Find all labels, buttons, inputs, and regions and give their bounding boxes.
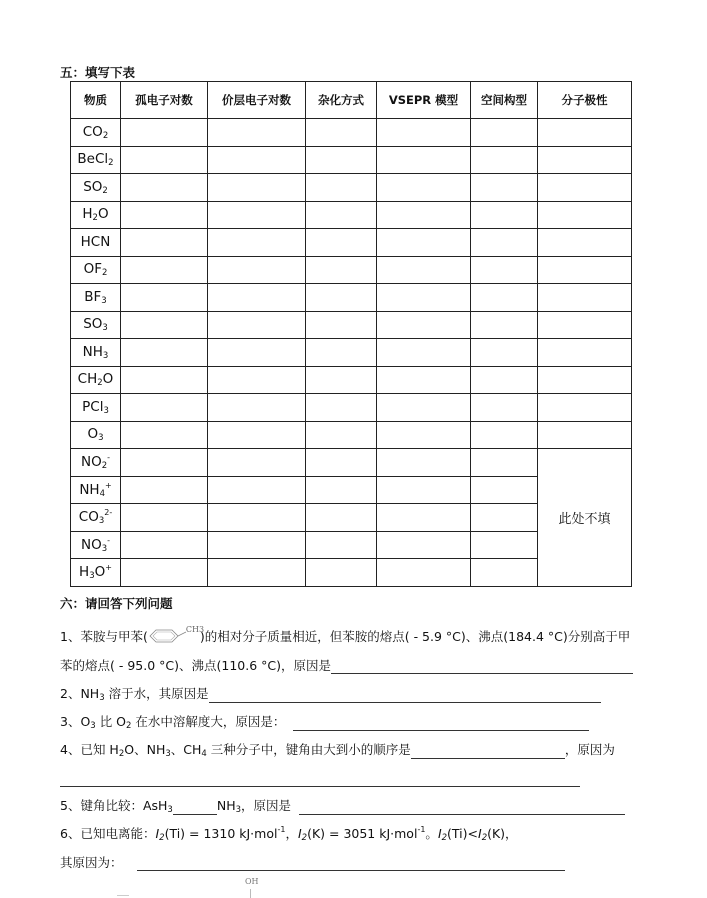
answer-cell[interactable] (208, 504, 306, 532)
answer-cell[interactable] (471, 339, 538, 367)
answer-cell[interactable] (121, 256, 208, 284)
answer-cell[interactable] (121, 559, 208, 587)
answer-cell[interactable] (208, 201, 306, 229)
answer-cell[interactable] (471, 146, 538, 174)
phenol-oh-label: OH (245, 877, 259, 886)
answer-cell[interactable] (306, 559, 377, 587)
answer-cell[interactable] (377, 311, 471, 339)
answer-cell[interactable] (538, 119, 632, 147)
question-2 (60, 684, 601, 703)
formula-base: PCl (82, 398, 104, 415)
formula-subscript: 2 (102, 185, 108, 196)
question-4-line-2 (60, 768, 580, 787)
formula-charge: + (105, 563, 112, 573)
q6-i-3: I (437, 826, 442, 841)
q2-answer-blank[interactable] (209, 690, 601, 703)
ch3-label: CH3 (185, 624, 205, 634)
q2-text-a: 2、NH (60, 686, 100, 701)
answer-cell[interactable] (121, 531, 208, 559)
answer-cell[interactable] (377, 476, 471, 504)
q1-text-a: 1、苯胺与甲苯( (60, 629, 148, 644)
q6-text-c: ， (285, 826, 298, 841)
q6-reason-blank[interactable] (137, 858, 565, 871)
q4-sub-b: 3 (165, 749, 171, 759)
answer-cell[interactable] (306, 284, 377, 312)
answer-cell[interactable] (377, 531, 471, 559)
q6-i-4: I (478, 826, 482, 841)
answer-cell[interactable] (538, 366, 632, 394)
answer-cell[interactable] (121, 476, 208, 504)
table-row (71, 146, 632, 174)
formula-base: BF (84, 288, 102, 305)
answer-cell[interactable] (208, 119, 306, 147)
answer-cell[interactable] (471, 559, 538, 587)
answer-cell[interactable] (306, 394, 377, 422)
table-row (71, 366, 632, 394)
answer-cell[interactable] (377, 559, 471, 587)
header-geometry: 空间构型 (471, 82, 538, 119)
q6-text-g: (K)， (487, 826, 518, 841)
q5-sub-a: 3 (167, 805, 173, 815)
answer-cell[interactable] (377, 394, 471, 422)
q3-answer-blank[interactable] (293, 718, 589, 731)
answer-cell[interactable] (208, 421, 306, 449)
q6-text-d: (K) = 3051 kJ·mol (307, 826, 418, 841)
q6-text-b: (Ti) = 1310 kJ·mol (164, 826, 278, 841)
formula-charge: - (107, 535, 111, 545)
answer-cell[interactable] (471, 366, 538, 394)
question-6-line-2 (60, 853, 565, 871)
answer-cell[interactable] (471, 119, 538, 147)
substance-cell (71, 366, 121, 394)
answer-cell[interactable] (121, 421, 208, 449)
answer-cell[interactable] (538, 421, 632, 449)
formula-subscript: 2 (101, 268, 108, 279)
q6-i-2: I (297, 826, 302, 841)
not-applicable-cell: 此处不填 (538, 449, 632, 587)
answer-cell[interactable] (306, 339, 377, 367)
formula-base: NH (82, 343, 103, 360)
section-6-title: 六：请回答下列问题 (60, 596, 173, 611)
formula-base: CO (78, 509, 99, 526)
substance-cell (71, 256, 121, 284)
answer-cell[interactable] (471, 476, 538, 504)
answer-cell[interactable] (471, 256, 538, 284)
formula-subscript: 3 (101, 295, 107, 306)
header-lone-pairs: 孤电子对数 (121, 82, 208, 119)
q6-i-1: I (155, 826, 160, 841)
q4-sub-c: 4 (201, 749, 207, 759)
answer-cell[interactable] (121, 119, 208, 147)
formula-subscript: 2 (102, 130, 109, 141)
answer-cell[interactable] (377, 339, 471, 367)
q4-text-e: ，原因为 (564, 742, 615, 757)
table-row (71, 311, 632, 339)
question-1-line-1 (60, 624, 631, 645)
substance-cell (71, 229, 121, 257)
answer-cell[interactable] (208, 476, 306, 504)
substance-cell (71, 174, 121, 202)
answer-cell[interactable] (208, 339, 306, 367)
q6-isub-4: 2 (481, 833, 488, 843)
q4-reason-blank[interactable] (60, 774, 580, 787)
q6-text-a: 6、已知电离能： (60, 826, 156, 841)
answer-cell[interactable] (538, 201, 632, 229)
formula-base: CO (82, 123, 103, 140)
formula-subscript: 3 (102, 323, 108, 334)
formula-base: NO (80, 454, 102, 471)
answer-cell[interactable] (208, 284, 306, 312)
q1-answer-blank[interactable] (331, 661, 633, 674)
q5-reason-blank[interactable] (299, 802, 625, 815)
table-row (71, 119, 632, 147)
formula-base: SO (83, 178, 103, 195)
answer-cell[interactable] (306, 201, 377, 229)
table-row (71, 339, 632, 367)
substance-cell (71, 504, 121, 532)
formula-subscript: 3 (89, 571, 95, 582)
answer-cell[interactable] (208, 449, 306, 477)
answer-cell[interactable] (208, 146, 306, 174)
formula-subscript: 2 (108, 158, 114, 169)
formula-tail: O (94, 564, 106, 581)
answer-cell[interactable] (121, 311, 208, 339)
answer-cell[interactable] (538, 256, 632, 284)
q6-exp-2: -1 (417, 825, 426, 834)
formula-base: H (79, 564, 90, 581)
answer-cell[interactable] (306, 421, 377, 449)
answer-cell[interactable] (306, 119, 377, 147)
table-row (71, 394, 632, 422)
formula-charge: + (104, 480, 112, 490)
substance-cell (71, 531, 121, 559)
q3-text-b: 比 O (95, 714, 127, 729)
q5-sub-b: 3 (235, 805, 242, 815)
q4-text-d: 三种分子中，键角由大到小的顺序是 (206, 742, 411, 757)
formula-base: CH (77, 371, 98, 388)
answer-cell[interactable] (306, 476, 377, 504)
q6-isub-3: 2 (441, 833, 448, 843)
answer-cell[interactable] (471, 394, 538, 422)
formula-base: NO (80, 536, 102, 553)
question-3 (60, 712, 589, 731)
answer-cell[interactable] (121, 449, 208, 477)
substance-cell (71, 476, 121, 504)
table-row (71, 449, 632, 477)
formula-charge: - (107, 453, 111, 463)
header-vsepr-model: VSEPR 模型 (377, 82, 471, 119)
answer-cell[interactable] (377, 449, 471, 477)
q4-text-a: 4、已知 H (60, 742, 119, 757)
formula-subscript: 3 (98, 433, 104, 444)
formula-base: SO (83, 316, 103, 333)
answer-cell[interactable] (377, 174, 471, 202)
q5-text-a: 5、键角比较：AsH (60, 798, 168, 813)
answer-cell[interactable] (377, 366, 471, 394)
q1-text-c: 苯的熔点( - 95.0 °C)、沸点(110.6 °C)，原因是 (60, 658, 331, 673)
table-header-row (71, 82, 632, 119)
substance-cell (71, 339, 121, 367)
answer-cell[interactable] (471, 311, 538, 339)
answer-cell[interactable] (121, 339, 208, 367)
formula-subscript: 2 (101, 461, 108, 472)
answer-cell[interactable] (121, 229, 208, 257)
answer-cell[interactable] (471, 421, 538, 449)
formula-base: HCN (80, 234, 111, 251)
q3-text-c: 在水中溶解度大，原因是： (131, 714, 286, 729)
question-4-line-1 (60, 740, 615, 759)
section-5-title: 五：填写下表 (60, 65, 136, 80)
answer-cell[interactable] (208, 311, 306, 339)
formula-base: NH (79, 481, 100, 498)
table-row (71, 201, 632, 229)
formula-subscript: 3 (103, 405, 109, 416)
header-valence-pairs: 价层电子对数 (208, 82, 306, 119)
q6-exp-1: -1 (277, 825, 286, 834)
answer-cell[interactable] (538, 174, 632, 202)
table-row (71, 284, 632, 312)
answer-cell[interactable] (121, 394, 208, 422)
header-substance: 物质 (71, 82, 121, 119)
answer-cell[interactable] (306, 311, 377, 339)
answer-cell[interactable] (306, 146, 377, 174)
substance-cell (71, 119, 121, 147)
formula-subscript: 3 (98, 516, 105, 527)
header-hybridization: 杂化方式 (306, 82, 377, 119)
substance-cell (71, 394, 121, 422)
toluene-structure-icon (148, 624, 205, 645)
q5-text-b: NH (216, 798, 236, 813)
formula-subscript: 2 (92, 213, 98, 224)
answer-cell[interactable] (306, 449, 377, 477)
q6-isub-1: 2 (159, 833, 165, 843)
answer-cell[interactable] (471, 531, 538, 559)
phenol-bond-line (250, 889, 251, 898)
answer-cell[interactable] (377, 146, 471, 174)
answer-cell[interactable] (121, 174, 208, 202)
answer-cell[interactable] (471, 174, 538, 202)
answer-cell[interactable] (306, 504, 377, 532)
answer-cell[interactable] (208, 394, 306, 422)
answer-cell[interactable] (208, 559, 306, 587)
q4-text-c: 、CH (170, 742, 202, 757)
answer-cell[interactable] (208, 366, 306, 394)
q2-sub: 3 (99, 693, 105, 703)
q6-line2-label: 其原因为： (60, 855, 123, 870)
answer-cell[interactable] (377, 119, 471, 147)
q3-sub-a: 3 (90, 721, 96, 731)
answer-cell[interactable] (377, 229, 471, 257)
q2-text-b: 溶于水，其原因是 (104, 686, 209, 701)
substance-cell (71, 146, 121, 174)
answer-cell[interactable] (471, 504, 538, 532)
table-row (71, 421, 632, 449)
answer-cell[interactable] (306, 366, 377, 394)
q6-text-f: (Ti)< (447, 826, 478, 841)
question-5 (60, 796, 625, 815)
answer-cell[interactable] (306, 256, 377, 284)
formula-subscript: 3 (102, 350, 109, 361)
formula-charge: 2- (104, 508, 113, 518)
answer-cell[interactable] (377, 201, 471, 229)
answer-cell[interactable] (377, 256, 471, 284)
q3-text-a: 3、O (60, 714, 91, 729)
q6-text-e: 。 (425, 826, 438, 841)
answer-cell[interactable] (471, 201, 538, 229)
q4-text-b: O、NH (124, 742, 166, 757)
answer-cell[interactable] (538, 284, 632, 312)
answer-cell[interactable] (121, 504, 208, 532)
answer-cell[interactable] (471, 449, 538, 477)
q1-text-b: )的相对分子质量相近，但苯胺的熔点( - 5.9 °C)、沸点(184.4 °C)分别高于甲 (199, 629, 631, 644)
substance-cell (71, 311, 121, 339)
formula-subscript: 4 (99, 488, 105, 499)
answer-cell[interactable] (121, 146, 208, 174)
answer-cell[interactable] (121, 366, 208, 394)
answer-cell[interactable] (208, 174, 306, 202)
answer-cell[interactable] (121, 284, 208, 312)
answer-cell[interactable] (306, 531, 377, 559)
answer-cell[interactable] (208, 229, 306, 257)
q5-text-c: ，原因是 (241, 798, 292, 813)
formula-subscript: 2 (97, 378, 103, 389)
structure-fragment (117, 895, 129, 896)
answer-cell[interactable] (208, 531, 306, 559)
table-row (71, 256, 632, 284)
formula-base: O (87, 426, 99, 443)
formula-subscript: 3 (101, 543, 108, 554)
q4-order-blank[interactable] (411, 746, 565, 759)
table-row (71, 229, 632, 257)
answer-cell[interactable] (538, 146, 632, 174)
q5-compare-blank[interactable] (173, 802, 217, 815)
answer-cell[interactable] (121, 201, 208, 229)
header-polarity: 分子极性 (538, 82, 632, 119)
formula-tail: O (102, 371, 114, 388)
substance-cell (71, 421, 121, 449)
substance-cell (71, 284, 121, 312)
formula-base: H (82, 206, 93, 223)
answer-cell[interactable] (377, 421, 471, 449)
formula-base: OF (83, 261, 102, 278)
answer-cell[interactable] (538, 394, 632, 422)
substance-cell (71, 449, 121, 477)
q3-sub-b: 2 (126, 721, 132, 731)
answer-cell[interactable] (538, 339, 632, 367)
substance-cell (71, 201, 121, 229)
formula-base: BeCl (77, 151, 109, 168)
answer-cell[interactable] (471, 229, 538, 257)
answer-cell[interactable] (538, 311, 632, 339)
q6-isub-2: 2 (301, 833, 308, 843)
answer-cell[interactable] (306, 174, 377, 202)
answer-cell[interactable] (377, 284, 471, 312)
answer-cell[interactable] (377, 504, 471, 532)
substance-cell (71, 559, 121, 587)
table-row (71, 174, 632, 202)
question-1-line-2 (60, 656, 633, 674)
answer-cell[interactable] (306, 229, 377, 257)
answer-cell[interactable] (538, 229, 632, 257)
question-6-line-1 (60, 824, 518, 843)
answer-cell[interactable] (208, 256, 306, 284)
answer-cell[interactable] (471, 284, 538, 312)
formula-tail: O (97, 206, 109, 223)
molecule-table (70, 81, 632, 587)
q4-sub-a: 2 (118, 749, 125, 759)
